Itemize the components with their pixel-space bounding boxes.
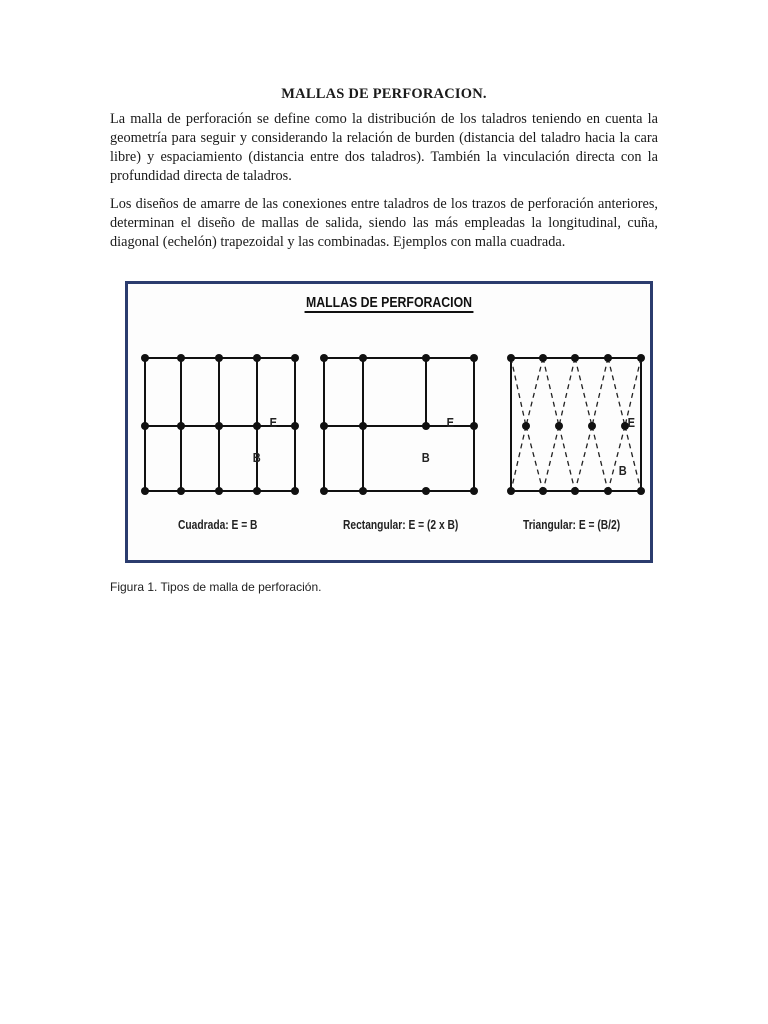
triangular-caption: Triangular: E = (B/2)	[523, 518, 621, 532]
triangular-burden-label: B	[618, 463, 627, 478]
square-spacing-label: E	[269, 415, 278, 430]
rectangular-caption: Rectangular: E = (2 x B)	[343, 518, 459, 532]
drill-pattern-figure	[125, 281, 653, 563]
square-burden-label: B	[252, 450, 261, 465]
rectangular-burden-label: B	[421, 450, 430, 465]
figure-caption: Figura 1. Tipos de malla de perforación.	[110, 580, 322, 594]
rectangular-spacing-label: E	[446, 415, 455, 430]
figure-heading: MALLAS DE PERFORACION	[305, 294, 473, 311]
paragraph-definition: La malla de perforación se define como la distribución de los taladros teniendo en cuenta la geometría para seguir y considerando la relación de burden (distancia del taladro hacia la cara libre) y espaciamiento (distancia entre dos taladros). También la vinculación directa con la profundidad directa de taladros.	[110, 111, 658, 184]
square-caption: Cuadrada: E = B	[178, 518, 258, 532]
document-title: MALLAS DE PERFORACION.	[281, 86, 487, 102]
triangular-spacing-label: E	[627, 415, 636, 430]
paragraph-designs: Los diseños de amarre de las conexiones entre taladros de los trazos de perforación anteriores, determinan el diseño de mallas de salida, siendo las más empleadas la longitudinal, cuña, diagonal (echelón) trapezoidal y las combinadas. Ejemplos con malla cuadrada.	[110, 196, 658, 250]
